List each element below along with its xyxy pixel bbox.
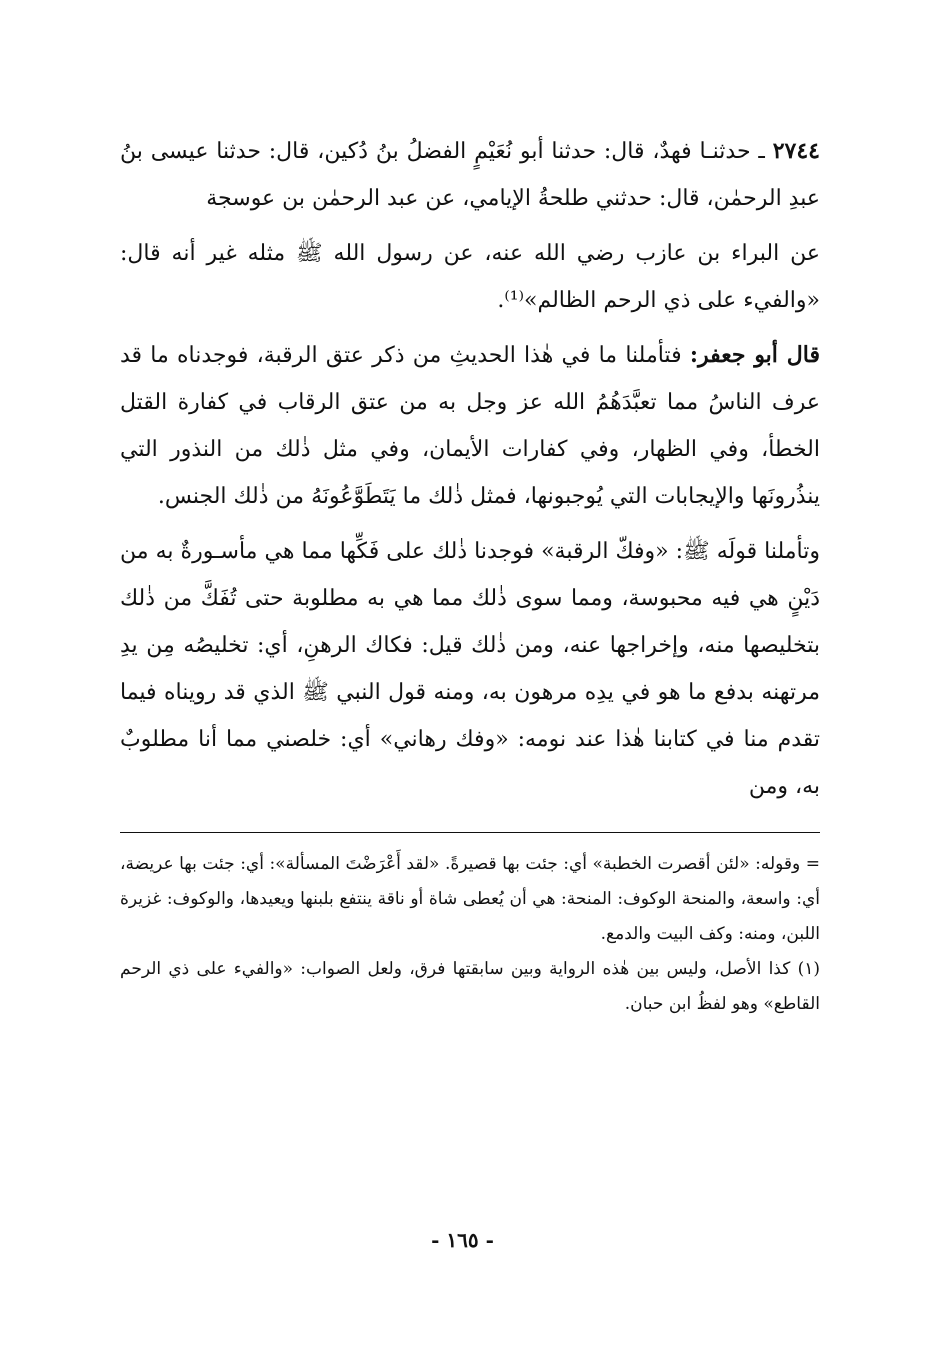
- commentary-speaker: قال أبو جعفر:: [689, 342, 821, 368]
- footnote-1: (١) كذا الأصل، وليس بين هٰذه الرواية وبين سابقتها فرق، ولعل الصواب: «والفيء على ذي الرحم القاطع» وهو لفظُ ابن حبان.: [120, 959, 820, 1014]
- commentary-paragraph-1: [120, 332, 820, 520]
- footnotes-section: [120, 832, 820, 1022]
- footnote-continuation-mark: =: [805, 854, 821, 874]
- footnote-continuation: [120, 847, 820, 952]
- hadith-isnad-paragraph: [120, 128, 820, 222]
- commentary-text-1: فتأملنا ما في هٰذا الحديثِ من ذكر عتق الرقبة، فوجدناه ما قد عرف الناسُ مما تعبَّدَهُمُ الله عز وجل به من عتق الرقاب في كفارة القتل الخطأ، وفي الظهار، وفي كفارات الأيمان، وفي مثل ذٰلك من النذور التي ينذُرونَها والإيجابات التي يُوجبونها، فمثل ذٰلك ما يَتَطَوَّعُونَهُ من ذٰلك الجنس.: [120, 343, 820, 509]
- footnote-continuation-text: وقوله: «لئن أقصرت الخطبة» أي: جئت بها قصيرةً. «لقد أَعْرَضْتَ المسألة»: أي: جئت بها عريضة، أي: واسعة، والمنحة الوكوف: المنحة: هي أن يُعطى شاة أو ناقة ينتفع بلبنها ويعيدها، والوكوف: غزيرة اللبن، ومنه: وكف البيت والدمع.: [120, 854, 820, 944]
- hadith-matn: عن البراء بن عازب رضي الله عنه، عن رسول الله ﷺ مثله غير أنه قال: «والفيء على ذي الرحم الظالم»⁽¹⁾.: [120, 241, 820, 313]
- page-number: - ١٦٥ -: [431, 1228, 494, 1252]
- hadith-isnad: ـ حدثنـا فهدٌ، قال: حدثنا أبو نُعَيْمٍ الفضلُ بنُ دُكين، قال: حدثنا عيسى بنُ عبدِ الرحمٰن، قال: حدثني طلحةُ الإيامي، عن عبد الرحمٰن بن عوسجة: [120, 139, 820, 211]
- hadith-number: ٢٧٤٤: [772, 138, 820, 164]
- page-body: [120, 128, 820, 1022]
- commentary-paragraph-2: وتأملنا قولَه ﷺ: «وفكّ الرقبة» فوجدنا ذٰلك على فَكِّها مما هي مأسـورةٌ به من دَيْنٍ هي فيه محبوسة، ومما سوى ذٰلك مما هي به مطلوبة حتى تُفَكَّ من ذٰلك بتخليصها منه، وإخراجها عنه، ومن ذٰلك قيل: فكاك الرهنِ، أي: تخليصُه مِن يدِ مرتهنه بدفع ما هو في يدِه مرهون به، ومنه قول النبي ﷺ الذي قد رويناه فيما تقدم منا في كتابنا هٰذا عند نومه: «وفك رهاني» أي: خلصني مما أنا مطلوبٌ به، ومن: [120, 539, 820, 799]
